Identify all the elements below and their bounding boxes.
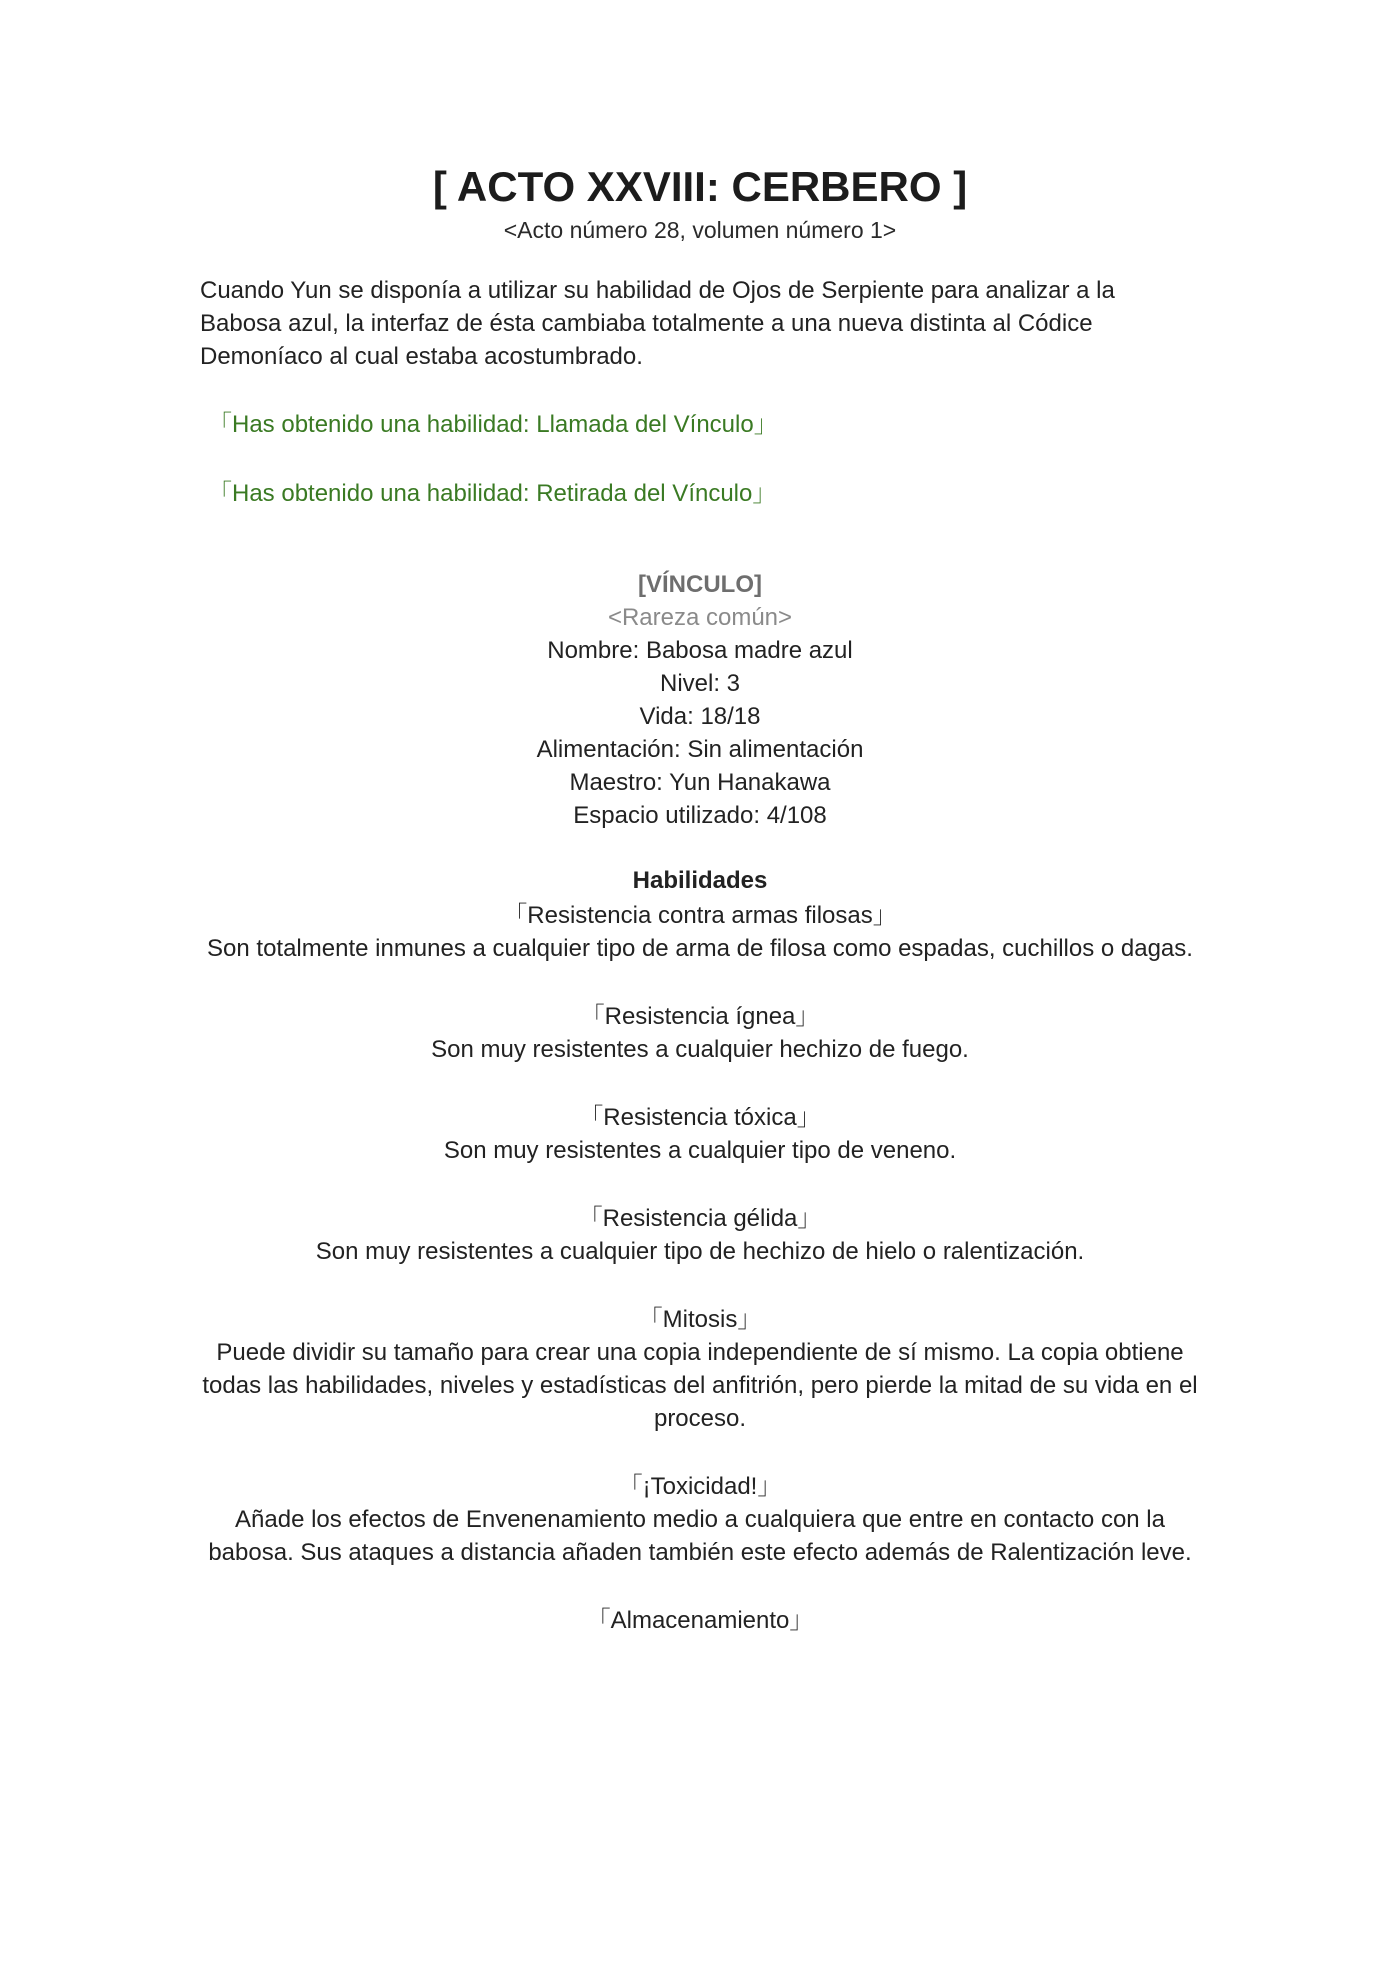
skill-description: Son muy resistentes a cualquier tipo de veneno. [443,1137,957,1164]
stat-life: Vida: 18/18 [639,703,761,730]
stat-level: Nivel: 3 [659,670,741,697]
system-message: 「Has obtenido una habilidad: Retirada del Vínculo」 [208,480,777,507]
stat-feeding: Alimentación: Sin alimentación [536,736,864,763]
skill-entry [200,1303,1200,1435]
skill-name: 「Resistencia tóxica」 [579,1104,821,1131]
skill-description: Puede dividir su tamaño para crear una copia independiente de sí mismo. La copia obtiene todas las habilidades, niveles y estadísticas del anfitrión, pero pierde la mitad de su vida en el proceso. [202,1339,1198,1432]
skill-name: 「Resistencia contra armas filosas」 [503,902,897,929]
skill-description: Son totalmente inmunes a cualquier tipo de arma de filosa como espadas, cuchillos o dagas. [207,935,1193,962]
vinculo-rarity: <Rareza común> [607,604,793,631]
skill-entry [200,1604,1200,1637]
skill-name: 「Resistencia gélida」 [578,1205,822,1232]
skill-description: Son muy resistentes a cualquier hechizo de fuego. [431,1036,969,1063]
intro-paragraph: Cuando Yun se disponía a utilizar su habilidad de Ojos de Serpiente para analizar a la Babosa azul, la interfaz de ésta cambiaba totalmente a una nueva distinta al Códice Demoníaco al cual estaba acostumbrado. [200,277,1115,370]
chapter-subtitle: <Acto número 28, volumen número 1> [503,217,897,243]
skill-name: 「Mitosis」 [638,1306,762,1333]
vinculo-title: [VÍNCULO] [638,571,762,598]
skill-entry [200,899,1200,965]
skill-entry [200,1101,1200,1167]
skill-entry [200,1470,1200,1569]
skill-name: 「¡Toxicidad!」 [618,1473,782,1500]
skill-description: Son muy resistentes a cualquier tipo de hechizo de hielo o ralentización. [315,1238,1085,1265]
stat-master: Maestro: Yun Hanakawa [569,769,831,796]
skill-name: 「Resistencia ígnea」 [580,1003,820,1030]
skills-heading: Habilidades [632,867,768,894]
stat-space: Espacio utilizado: 4/108 [573,802,827,829]
stat-name: Nombre: Babosa madre azul [547,637,853,664]
skill-entry [200,1000,1200,1066]
system-message: 「Has obtenido una habilidad: Llamada del Vínculo」 [208,411,778,438]
chapter-title: [ ACTO XXVIII: CERBERO ] [432,163,968,210]
document-page [200,160,1200,1637]
skill-entry [200,1202,1200,1268]
skill-description: Añade los efectos de Envenenamiento medio a cualquiera que entre en contacto con la babosa. Sus ataques a distancia añaden también este efecto además de Ralentización leve. [208,1506,1192,1566]
skill-name: 「Almacenamiento」 [586,1607,814,1634]
vinculo-panel [200,568,1200,832]
